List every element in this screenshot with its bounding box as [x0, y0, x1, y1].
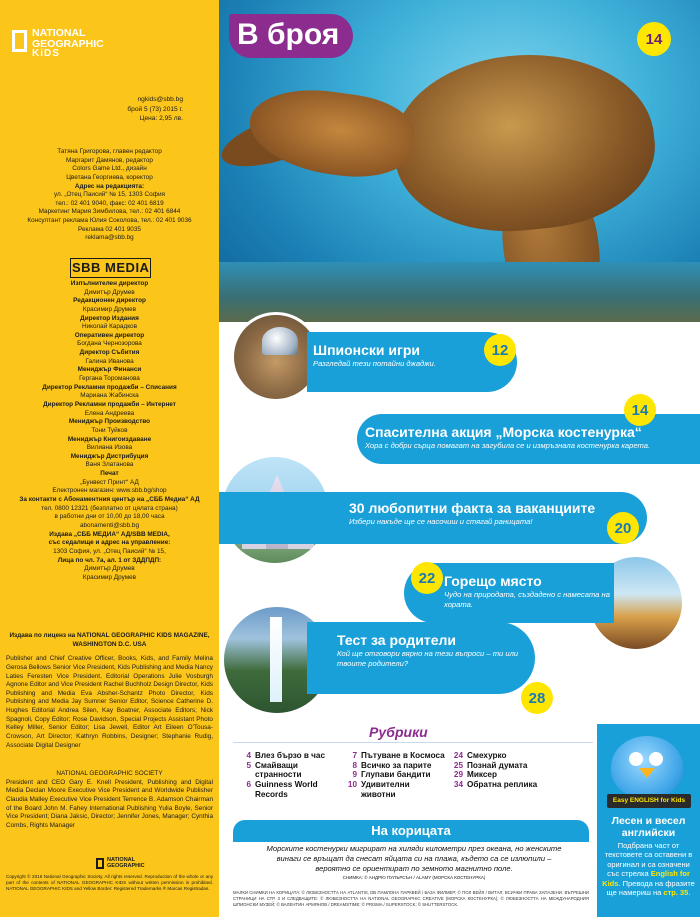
management-line: Електронен магазин: www.sbb.bg/shop — [52, 487, 167, 495]
management-line: Директор Събития — [79, 349, 140, 357]
management-line: Димитър Друмев — [84, 565, 135, 573]
feature-desc: Кой ще отговори вярно на тези въпроси – ти или твоите родители? — [337, 648, 519, 668]
rubrika-item[interactable] — [449, 770, 537, 780]
rubrika-label: Удивителни — [361, 780, 410, 790]
management-line: Редакционен директор — [73, 297, 146, 305]
staff-line: Маргарит Дамянов, редактор — [66, 156, 153, 164]
contents-panel — [219, 0, 700, 917]
issue-price: Цена: 2,95 лв. — [139, 115, 183, 123]
staff-line: reklama@sbb.bg — [85, 234, 134, 242]
rubrika-label: Guinness World — [255, 780, 318, 790]
staff-line: Colors Game Ltd., дизайн — [72, 165, 147, 173]
rubrika-item[interactable] — [343, 770, 445, 780]
cover-text: Морските костенурки мигрират на хиляди километри през океана, но женските винаги се връщат да снесат яйцата си на плажа, където са се излюпили – вероятно се ориентират по земното магнитно поле. — [266, 844, 562, 873]
staff-line: Реклама 02 401 9035 — [78, 225, 141, 233]
cover-description — [259, 844, 569, 880]
rubrika-item[interactable] — [237, 761, 325, 771]
management-line: Богдана Чернозорова — [77, 340, 142, 348]
feature-desc: Хора с добри сърца помагат на загубила се и измръзнала костенурка карета. — [365, 440, 651, 450]
staff-line: тел.: 02 401 9040, факс: 02 401 6819 — [55, 199, 164, 207]
natgeo-small-logo — [96, 858, 145, 869]
rubrika-label: Глупави бандити — [361, 770, 431, 780]
rubrika-page: 9 — [352, 770, 357, 780]
management-line: тел. 0800 12321 (безплатно от цялата страна) — [41, 504, 178, 512]
license-block — [6, 632, 213, 750]
turtle-shell-icon — [386, 42, 663, 243]
page-badge[interactable]: 14 — [624, 394, 656, 426]
feature-parent-test[interactable] — [307, 622, 535, 694]
english-page-link[interactable]: стр. 35 — [663, 887, 689, 897]
rubrika-page: 34 — [453, 780, 463, 790]
english-text-part: Подбрана част от текстовете са оставени в оригинал и са означени със стрелка — [604, 841, 693, 879]
rubrika-page: 6 — [246, 780, 251, 790]
feature-title: Спасителна акция „Морска костенурка“ — [365, 424, 642, 440]
logo-line-3: KiDS — [32, 48, 60, 59]
society-block — [6, 770, 213, 830]
society-body: President and CEO Gary E. Knell President, Publishing and Digital Media Declan Moore Executive Vice President and Worldwide Publisher Claudia Malley Executive Vice President Terrence B. Adamson Chairman of the Board John M. Fahey International Publishing Yulia Boyle, Senior Vice President; Diana Jaksic, Director; Jennifer Jones, Manager; Cynthia Combs, Rights Manager — [6, 778, 213, 829]
seabed — [219, 262, 700, 322]
rubrika-item[interactable] — [343, 761, 445, 771]
license-body: Publisher and Chief Creative Officer, Books, Kids, and Family Melina Gerosa Bellows Senior Vice President, Kids Publishing and Media Nancy Laties Feresten Vice President, Editorial Operations Julie Vosburgh Agnone Editor and Vice President Rachel Buchholz Design Director, Kids Publishing and Media Eva Absher-Schantz Photo Director, Kids Publishing and Media Jay Sumner Senior Editor, Science Catherine D. Hughes Editorial Andrea Silen, Kay Boatner, Associate Editors; Nick Spagnoli, Copy Editor; Rose Davidson, Special Projects Assistant Photo Kelley Miller, Senior Editor; Lisa Jewell, Editor Art Eileen O'Tousa-Crowson, Art Director; Kathryn Robbins, Designer; Stephanie Rudig, Associate Digital Designer — [6, 655, 213, 749]
management-line: със седалище и адрес на управление: — [48, 539, 171, 547]
rubrika-item[interactable] — [237, 780, 325, 790]
feature-title: Горещо място — [444, 573, 542, 589]
rubrika-page: 7 — [352, 751, 357, 760]
rubrika-label: Всичко за парите — [361, 760, 432, 770]
cover-title: На корицата — [233, 820, 589, 842]
rubrika-item[interactable] — [237, 751, 325, 761]
rubrika-label: Пътуване в Космоса — [361, 751, 445, 760]
english-text-part: . Превода на фразите ще намериш на — [606, 878, 695, 897]
easy-english-box — [597, 724, 700, 917]
rubrika-item[interactable] — [449, 780, 537, 790]
rubriki-column — [343, 751, 445, 799]
management-line: в работни дни от 10,00 до 18,00 часа — [54, 513, 165, 521]
management-line: Печат — [100, 470, 119, 478]
section-title: В броя — [229, 14, 353, 58]
rubrika-item[interactable] — [343, 790, 445, 800]
cover-credit: СНИМКА: © АНДРЮ ПУЛЪРСЪН / ALAMY (МОРСКА КОСТЕНУРКА) — [342, 874, 486, 880]
easy-english-sign: Easy ENGLISH for Kids — [607, 794, 691, 808]
contents-list — [219, 322, 700, 917]
management-line: Димитър Друмев — [84, 288, 135, 296]
rubrika-page: 4 — [246, 751, 251, 760]
management-line: Красимир Друмев — [82, 305, 137, 313]
rubriki-list — [233, 742, 593, 832]
management-line: Издава „СББ МЕДИА“ АД/SBB MEDIA, — [49, 530, 170, 538]
easy-english-title: Лесен и весел английски — [611, 815, 686, 839]
management-line: Красимир Друмев — [82, 573, 137, 581]
rubrika-item[interactable] — [237, 790, 325, 800]
page-badge[interactable]: 28 — [521, 682, 553, 714]
staff-line: Татяна Григорова, главен редактор — [57, 148, 162, 155]
management-line: Мениджър Финанси — [77, 366, 142, 374]
page-badge[interactable]: 20 — [607, 512, 639, 544]
page-badge[interactable]: 12 — [484, 334, 516, 366]
copyright-text: Copyright © 2016 National Geographic Society. All rights reserved. Reproduction of the whole or any part of the contents of NATIONAL GEOGRAPHIC KIDS without written permission is prohibited. NATIONAL GEOGRAPHIC KIDS and Yellow Border: Registered Trademarks ® Marcas Registradas. — [6, 874, 213, 891]
yellow-frame-icon — [12, 30, 27, 52]
rubrika-label: Обратна реплика — [467, 780, 538, 790]
rubrika-page: 8 — [352, 760, 357, 770]
management-line: Директор Рекламни продажби – Списания — [42, 383, 177, 391]
logo-line-2: GEOGRAPHIC — [32, 37, 104, 50]
feature-title: Шпионски игри — [313, 342, 421, 358]
rubrika-item[interactable] — [237, 770, 325, 780]
rubrika-page — [237, 790, 251, 800]
rubrika-page — [237, 770, 251, 780]
management-line: Ваня Златанова — [85, 461, 134, 469]
management-line: Николай Карадков — [81, 323, 138, 331]
management-line: За контакти с Абонаментния център на „СББ Медиа“ АД — [19, 496, 200, 504]
management-line: Галина Иванова — [85, 357, 134, 365]
rubrika-item[interactable] — [449, 761, 537, 771]
management-line: Вилиана Изова — [86, 444, 133, 452]
management-line: Лица по чл. 7а, ал. 1 от ЗДДПДП: — [57, 556, 162, 564]
page-badge[interactable]: 22 — [411, 562, 443, 594]
rubriki-column — [449, 751, 537, 790]
rubrika-item[interactable] — [449, 751, 537, 761]
management-line: Елена Андреева — [84, 409, 135, 417]
rubrika-item[interactable] — [343, 751, 445, 761]
feature-desc: Чудо на природата, създадено с намесата на хората. — [444, 589, 610, 609]
natgeo-kids-logo — [12, 28, 104, 59]
photo-credits: МАЛКИ СНИМКИ НА КОРИЦАТА: © ЛЮБЕЗНОСТТА НА ATLANTIS, DB ПАМЛОНА ПАРКВЕЙ / БАЗА ФИЛМЕР; © ПОЛ ВЕЙЛ / ВИТАЛ; ВСИЧКИ ПРАВА ЗАПАЗЕНИ. ВЪТРЕШНИ СТРАНИЦИ НА СТР. 3 И СЛЕДВАЩИТЕ: © ЛЮБЕЗНОСТТА НА NATIONAL GEOGRAPHIC CREATIVE (МОРСКА КОСТЕНУРКА); © ЛЮБЕЗНОСТТА НА МЕЖДУНАРОДНИЯ ШПИОНСКИ МУЗЕЙ; © ВАЛЕНТИН АРМЯНОВ / DREAMSTIME; © PRISMA / SUPERSTOCK; © SHUTTERSTOCK. — [233, 890, 589, 907]
yellow-frame-icon — [96, 858, 104, 869]
management-line: 1303 София, ул. „Отец Паисий“ № 15, — [53, 547, 166, 555]
feature-vacation-facts[interactable] — [219, 492, 647, 544]
staff-line: ул. „Отец Паисий“ № 15, 1303 София — [54, 191, 165, 199]
rubrika-page: 5 — [246, 760, 251, 770]
easy-english-text: Подбрана част от текстовете са оставени в оригинал и са означени със стрелка English for Kids. Превода на фразите ще намериш на стр. 35. — [602, 841, 695, 897]
english-highlight: English for Kids — [602, 869, 690, 888]
rubrika-page: 25 — [453, 760, 463, 770]
management-line: Директор Издания — [80, 314, 139, 322]
logo-line-1: NATIONAL — [32, 27, 86, 39]
rubrika-label: животни — [361, 789, 396, 799]
staff-line: Адрес на редакцията: — [74, 182, 145, 190]
sbb-media-logo: SBB MEDIA — [70, 258, 151, 278]
staff-line: Маркетинг Мария Зимбилова, тел.: 02 401 6844 — [38, 208, 181, 216]
masthead-column — [0, 0, 219, 917]
management-line: Мениджър Книгоиздаване — [67, 435, 152, 443]
management-list — [6, 280, 213, 582]
rubrika-label: Смайващи — [255, 760, 298, 770]
rubrika-label: странности — [255, 770, 302, 780]
management-line: Мениджър Производство — [68, 418, 151, 426]
hero-turtle-photo — [219, 0, 700, 322]
issue-info — [127, 95, 183, 124]
rubrika-item[interactable] — [343, 780, 445, 790]
small-logo-line-2: GEOGRAPHIC — [107, 862, 145, 869]
feature-title: 30 любопитни факта за ваканциите — [349, 500, 596, 516]
management-line: Директор Рекламни продажби – Интернет — [43, 400, 176, 408]
rubriki-title: Рубрики — [369, 724, 428, 740]
rubrika-page: 24 — [453, 751, 463, 760]
management-line: Мениджър Дистрибуция — [70, 452, 149, 460]
management-line: Гергана Тороманова — [79, 375, 140, 383]
management-line: Мариана Жабинска — [80, 392, 139, 400]
issue-number: брой 5 (73) 2015 г. — [127, 105, 183, 113]
rubrika-page — [343, 790, 357, 800]
rubrika-page: 29 — [453, 770, 463, 780]
society-heading: NATIONAL GEOGRAPHIC SOCIETY — [56, 770, 163, 777]
hero-page-badge[interactable]: 14 — [637, 22, 671, 56]
editorial-staff — [10, 148, 209, 243]
management-line: abonamenti@sbb.bg — [79, 521, 140, 529]
feature-desc: Избери накъде ще се насочиш и стягай раницата! — [349, 516, 533, 526]
masthead-email[interactable]: ngkids@sbb.bg — [137, 96, 183, 103]
feature-title: Тест за родители — [337, 632, 456, 648]
rubrika-label: Влез бързо в час — [255, 751, 326, 760]
staff-line: Консултант реклама Юлия Соколова, тел.: 02 401 9036 — [27, 217, 192, 225]
license-heading: Издава по лиценз на NATIONAL GEOGRAPHIC KIDS MAGAZINE, WASHINGTON D.C. USA — [9, 632, 210, 648]
management-line: Тони Туйков — [91, 426, 128, 434]
rubrika-label: Records — [255, 789, 288, 799]
small-logo-line-1: NATIONAL — [107, 857, 136, 863]
feature-desc: Разгледай тези потайни джаджи. — [313, 358, 436, 368]
rubrika-page: 10 — [347, 780, 357, 790]
bird-mascot-icon — [611, 736, 683, 798]
rubrika-label: Смехурко — [467, 751, 507, 760]
management-line: „Бунвест Принт“ АД — [80, 478, 139, 486]
management-line: Оперативен директор — [74, 331, 145, 339]
rubrika-label: Познай думата — [467, 760, 528, 770]
staff-line: Цветана Георгиева, коректор — [66, 173, 153, 181]
rubrika-label: Миксер — [467, 770, 497, 780]
management-line: Изпълнителен директор — [70, 280, 149, 287]
turtle-head-icon — [244, 81, 419, 185]
rubriki-column — [237, 751, 325, 799]
